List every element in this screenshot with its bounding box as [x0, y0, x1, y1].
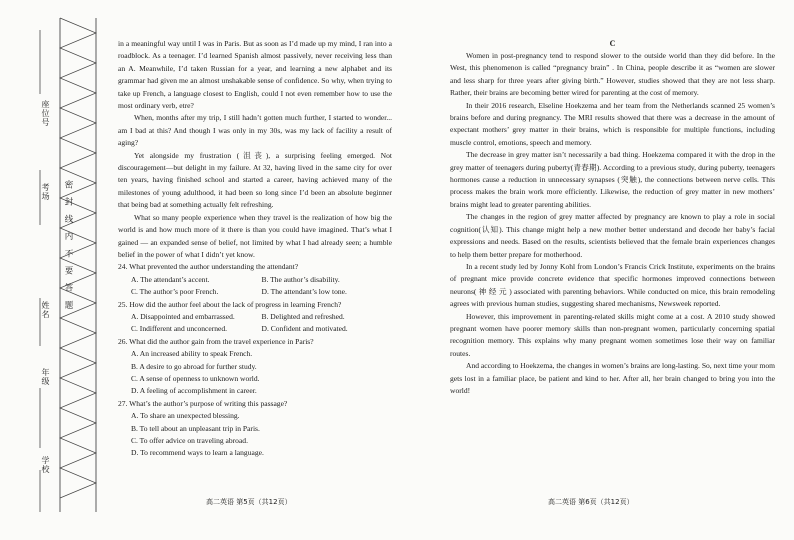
option-c[interactable]: C. A sense of openness to unknown world. — [131, 373, 260, 383]
option-a[interactable]: A. An increased ability to speak French. — [131, 349, 253, 359]
page-footer-right: 高二英语 第6页（共12页） — [548, 498, 634, 506]
right-column — [450, 38, 775, 397]
question-24 — [118, 261, 392, 298]
option-c[interactable]: C. The author’s poor French. — [131, 287, 219, 297]
passage-paragraph: in a meaningful way until I was in Paris. But as soon as I’d made up my mind, I ran into a roadblock. As a teenager. I’d learned Spanish almost passively, never receiving less than an A. Meanwhile, I’d taken Russian for a year, and learning a new alphabet and its grammar had given me an almost unshakable sense of confidence. So why, when trying to take up French, a language closest to English, could I not even remember how to use the most ordinary verb, etre? — [118, 39, 392, 111]
option-d[interactable]: D. The attendant’s low tone. — [261, 287, 347, 297]
question-25 — [118, 299, 392, 336]
question-stem: 26. What did the author gain from the travel experience in Paris? — [118, 336, 314, 346]
exam-room-label: 考场 — [41, 183, 50, 201]
option-d[interactable]: D. A feeling of accomplishment in career. — [131, 386, 257, 396]
option-c[interactable]: C. Indifferent and unconcerned. — [131, 324, 228, 334]
option-b[interactable]: B. The author’s disability. — [261, 274, 340, 284]
passage-paragraph: The changes in the region of grey matter affected by pregnancy are known to play a role in social cognition(认知). This change might help a new mother better understand and decode her baby’s facial expressions and needs. Based on the results, scientists believed that the female brain experiences changes to help them better prepare for motherhood. — [450, 212, 775, 259]
option-b[interactable]: B. Delighted and refreshed. — [261, 311, 345, 321]
option-b[interactable]: B. A desire to go abroad for further study. — [131, 361, 257, 371]
sealed-line-warning: 密 封 线 内 不 要 答 题 — [63, 180, 73, 312]
passage-paragraph: In their 2016 research, Elseline Hoekzema and her team from the Netherlands scanned 25 women’s brains before and during pregnancy. The MRI results showed that there was a decrease in the amount of expectant mothers’ grey matter in their brains, which is responsible for multiple functions, including muscle control, emotions, speech and memory. — [450, 100, 775, 147]
passage-paragraph: Women in post-pregnancy tend to respond slower to the outside world than they did before. In the West, this phenomenon is called “pregnancy brain” . In China, people describe it as “women are slower and less sharp for three years after giving birth.” However, studies showed that they are not less sharp. Rather, their brains are becoming better wired for parenting at the cost of memory. — [450, 51, 775, 98]
passage-paragraph: In a recent study led by Jonny Kohl from London’s Francis Crick Institute, experiments on the brains of pregnant mice provide concrete evidence that specific hormones improved connections between neurons( 神 经 元 ) associated with parenting behaviors. While conducted on mice, this brain remodeling agrees with previous human studies, suggesting shared mechanisms, Newsweek reported. — [450, 261, 775, 309]
section-heading: C — [609, 39, 616, 48]
option-b[interactable]: B. To tell about an unpleasant trip in Paris. — [131, 423, 260, 433]
passage-paragraph: Yet alongside my frustration (沮丧), a surprising feeling emerged. Not discouragement—but delight in my failure. At 32, having lived in the same city for over ten years, having finished school and started a career, having achieved many of the milestones of young adulthood, it had been so long since I’d been an absolute beginner that being bad at something actually felt refreshing. — [118, 150, 392, 210]
left-column — [118, 38, 392, 460]
passage-paragraph: The decrease in grey matter isn’t necessarily a bad thing. Hoekzema compared it with the drop in the grey matter of teenagers during puberty(青春期). According to a previous study, during puberty, teenagers hormones cause a reduction in unnecessary synapses (突触), the connections between nerve cells. This process makes the brain work more efficiently. Likewise, the reduction of grey matter in new mothers’ brains might lead to greater parenting abilities. — [450, 150, 775, 209]
school-label: 学校 — [41, 456, 50, 474]
option-a[interactable]: A. The attendant’s accent. — [131, 274, 210, 284]
question-stem: 24. What prevented the author understanding the attendant? — [118, 262, 299, 272]
option-c[interactable]: C. To offer advice on traveling abroad. — [131, 436, 248, 445]
binding-line-pattern — [0, 0, 112, 540]
question-26 — [118, 336, 392, 398]
seat-number-label: 座位号 — [41, 100, 50, 127]
passage-paragraph: What so many people experience when they travel is the realization of how big the world is and how much more of it there is than you could have imagined. That’s what I gained — an expanded sense of belief, not limited by what I had already seen; a humble belief in the power of what I didn’t yet know. — [118, 212, 392, 259]
passage-paragraph: And according to Hoekzema, the changes in women’s brains are long-lasting. So, next time your mom gets lost in a familiar place, be patient and kind to her. After all, her brain changed to bring you into the world! — [450, 361, 775, 395]
binding-margin — [0, 0, 112, 540]
grade-label: 年级 — [41, 368, 50, 386]
passage-paragraph: When, months after my trip, I still hadn’t gotten much further, I started to wonder... am I bad at this? And though I was only in my 30s, was my lack of facility a result of aging? — [118, 113, 392, 148]
question-stem: 27. What’s the author’s purpose of writing this passage? — [118, 398, 288, 408]
name-label: 姓名 — [41, 301, 50, 319]
passage-paragraph: However, this improvement in parenting-related skills might come at a cost. A 2010 study showed pregnant women have poorer memory skills than non-pregnant women, particularly concerning spatial recognition memory. This explains why many pregnant women sometimes lose their way on familiar routes. — [450, 311, 775, 358]
option-d[interactable]: D. To recommend ways to learn a language. — [131, 448, 264, 458]
option-a[interactable]: A. To share an unexpected blessing. — [131, 411, 240, 421]
option-d[interactable]: D. Confident and motivated. — [261, 324, 348, 334]
question-27 — [118, 398, 392, 460]
option-a[interactable]: A. Disappointed and embarrassed. — [131, 311, 235, 321]
question-stem: 25. How did the author feel about the lack of progress in learning French? — [118, 299, 342, 309]
page-footer-left: 高二英语 第5页（共12页） — [206, 498, 292, 506]
